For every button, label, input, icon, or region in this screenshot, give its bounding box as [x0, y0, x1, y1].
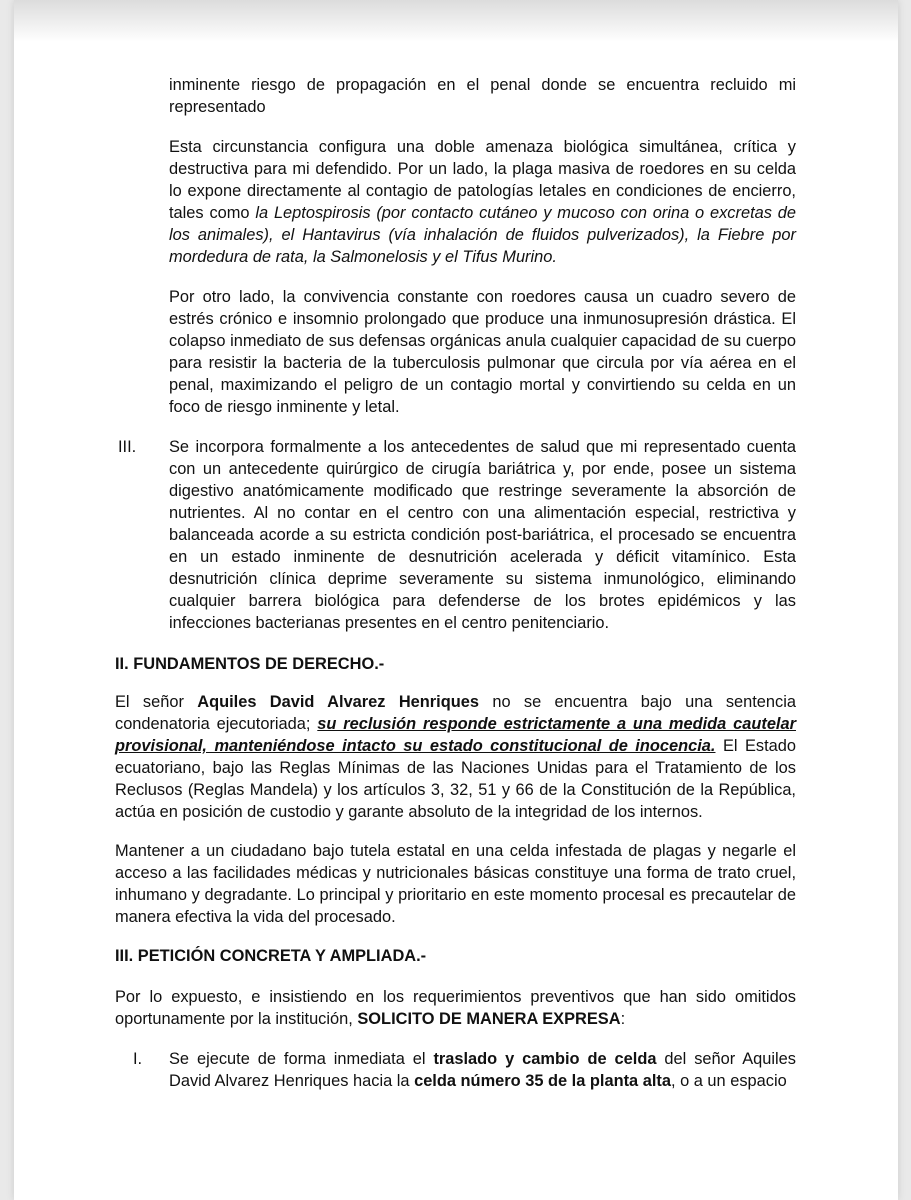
paragraph-otro-lado-text: Por otro lado, la convivencia constante con roedores causa un cuadro severo de estrés crónico e insomnio prolongado que produce una inmunosupresión drástica. El colapso inmediato de sus defensas orgánicas anula cualquier capacidad de su cuerpo para resistir la bacteria de la tuberculosis pulmonar que circula por vía aérea en el penal, maximizando el peligro de un contagio mortal y convirtiendo su celda en un foco de riesgo inminente y letal. [169, 288, 796, 416]
paragraph-expuesto [115, 986, 796, 1030]
paragraph-doble-amenaza [169, 136, 796, 268]
section-heading-peticion: III. PETICIÓN CONCRETA Y AMPLIADA.- [115, 947, 427, 965]
paragraph-otro-lado [169, 286, 796, 418]
paragraph-continuation-text: inminente riesgo de propagación en el penal donde se encuentra recluido mi representado [169, 76, 796, 116]
paragraph-continuation [169, 74, 796, 118]
paragraph-senor [115, 691, 796, 823]
list-item-i-middle: del señor Aquiles David Alvarez Henriques hacia la [169, 1050, 796, 1090]
paragraph-senor-tail: El Estado ecuatoriano, bajo las Reglas Mínimas de las Naciones Unidas para el Tratamiento de los Reclusos (Reglas Mandela) y los artículos 3, 32, 51 y 66 de la Constitución de la República, actúa en posición de custodio y garante absoluto de la integridad de los internos. [115, 737, 796, 821]
list-item-i [169, 1048, 796, 1092]
solicito-bold-text: SOLICITO DE MANERA EXPRESA [357, 1010, 621, 1028]
paragraph-senor-middle: no se encuentra bajo una sentencia condenatoria ejecutoriada; [115, 693, 796, 733]
paragraph-doble-amenaza-text: Esta circunstancia configura una doble amenaza biológica simultánea, crítica y destructiva para mi defendido. Por un lado, la plaga masiva de roedores en su celda lo expone directamente al contagio de patologías letales en condiciones de encierro, tales como [169, 138, 796, 222]
paragraph-mantener-text: Mantener a un ciudadano bajo tutela estatal en una celda infestada de plagas y negarle el acceso a las facilidades médicas y nutricionales básicas constituye una forma de trato cruel, inhumano y degradante. Lo principal y prioritario en este momento procesal es precautelar de manera efectiva la vida del procesado. [115, 842, 796, 926]
paragraph-mantener [115, 840, 796, 928]
paragraph-expuesto-colon: : [620, 1010, 626, 1028]
presumption-innocence-emphasis: su reclusión responde estrictamente a una medida cautelar provisional, manteniéndose intacto su estado constitucional de inocencia. [115, 715, 796, 755]
paragraph-expuesto-text: Por lo expuesto, e insistiendo en los requerimientos preventivos que han sido omitidos oportunamente por la institución, [115, 988, 796, 1028]
list-marker-iii: III. [118, 438, 137, 456]
page-top-shadow [14, 0, 898, 42]
list-item-i-intro: Se ejecute de forma inmediata el [169, 1050, 434, 1068]
list-item-i-tail: , o a un espacio [670, 1072, 787, 1090]
pathologies-italic-text: la Leptospirosis (por contacto cutáneo y mucoso con orina o excretas de los animales), el Hantavirus (vía inhalación de fluidos pulverizados), la Fiebre por mordedura de rata, la Salmonelosis y el Tifus Murino. [169, 204, 796, 266]
traslado-bold-text: traslado y cambio de celda [433, 1050, 657, 1068]
list-marker-i: I. [133, 1050, 143, 1068]
paragraph-senor-intro: El señor [115, 693, 198, 711]
celda-bold-text: celda número 35 de la planta alta [414, 1072, 671, 1090]
section-heading-fundamentos: II. FUNDAMENTOS DE DERECHO.- [115, 655, 385, 673]
defendant-name: Aquiles David Alvarez Henriques [197, 693, 479, 711]
list-item-iii [169, 436, 796, 634]
list-item-iii-text: Se incorpora formalmente a los antecedentes de salud que mi representado cuenta con un antecedente quirúrgico de cirugía bariátrica y, por ende, posee un sistema digestivo anatómicamente modificado que restringe severamente la absorción de nutrientes. Al no contar en el centro con una alimentación especial, restrictiva y balanceada acorde a su estricta condición post-bariátrica, el procesado se encuentra en un estado inminente de desnutrición acelerada y déficit vitamínico. Esta desnutrición clínica deprime severamente su sistema inmunológico, eliminando cualquier barrera biológica para defenderse de los brotes epidémicos y las infecciones bacterianas presentes en el centro penitenciario. [169, 438, 796, 632]
